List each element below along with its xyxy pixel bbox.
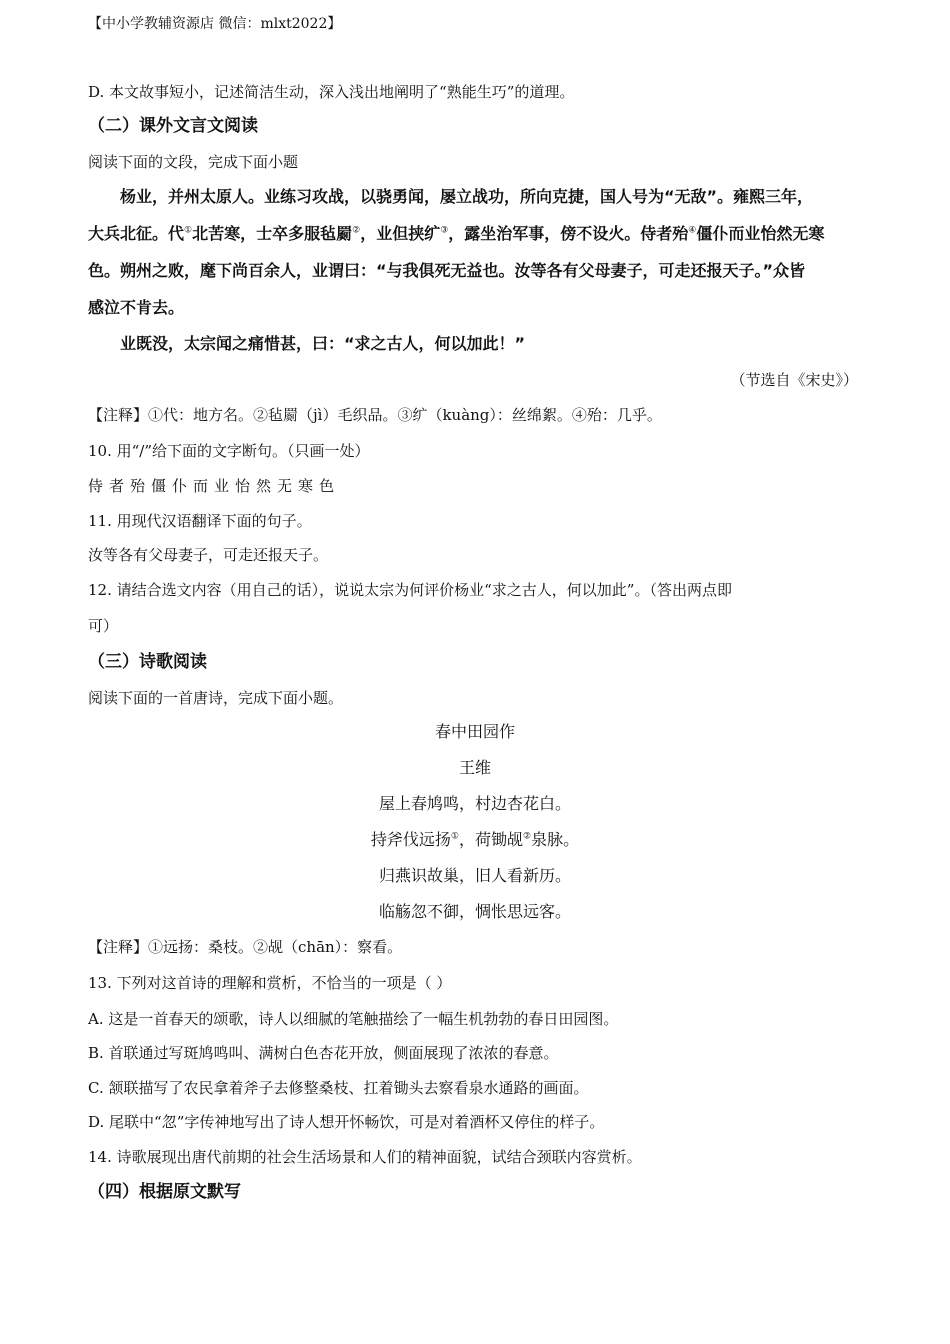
note-mark-1: ①: [184, 225, 193, 236]
poem-note-mark-1: ①: [450, 831, 459, 842]
question-13-option-b: B. 首联通过写斑鸠鸣叫、满树白色杏花开放，侧面展现了浓浓的春意。: [88, 1044, 559, 1062]
question-12-line-1: 12. 请结合选文内容（用自己的话），说说太宗为何评价杨业“求之古人，何以加此”。（答出两点即: [88, 581, 732, 599]
header-watermark: 【中小学教辅资源店 微信：mlxt2022】: [88, 16, 342, 32]
note-mark-4: ④: [688, 225, 697, 236]
poem-author: 王维: [458, 758, 491, 777]
poem-title: 春中田园作: [434, 722, 515, 741]
passage-line-1: 杨业，并州太原人。业练习攻战，以骁勇闻，屡立战功，所向克捷，国人号为“无敌”。雍熙三年，: [120, 187, 814, 206]
section-2-title: （二）课外文言文阅读: [88, 116, 258, 136]
poem-line-2: 持斧伐远扬①，荷锄觇②泉脉。: [370, 830, 580, 849]
section-3-title: （三）诗歌阅读: [88, 652, 207, 672]
note-mark-3: ③: [440, 225, 449, 236]
poem-line-1: 屋上春鸠鸣，村边杏花白。: [378, 794, 571, 813]
poem-line-4: 临觞忽不御，惆怅思远客。: [378, 902, 571, 921]
passage-line-4: 感泣不肯去。: [88, 298, 185, 317]
question-13-option-d: D. 尾联中“忽”字传神地写出了诗人想开怀畅饮，可是对着酒杯又停住的样子。: [88, 1113, 605, 1131]
passage-line-3: 色。朔州之败，麾下尚百余人，业谓曰：“与我俱死无益也。汝等各有父母妻子，可走还报天子。”众皆: [88, 261, 806, 280]
question-10: 10. 用“/”给下面的文字断句。（只画一处）: [88, 442, 370, 460]
poem-line-3: 归燕识故巢，旧人看新历。: [378, 866, 571, 885]
question-14: 14. 诗歌展现出唐代前期的社会生活场景和人们的精神面貌，试结合颈联内容赏析。: [88, 1148, 642, 1166]
section-2-intro: 阅读下面的文段，完成下面小题: [88, 153, 299, 171]
passage-line-2: 大兵北征。代①北苦寒，士卒多服毡罽②，业但挟纩③，露坐治军事，傍不设火。侍者殆④僵仆而业怡然无寒: [88, 224, 825, 243]
poem-notes: 【注释】①远扬：桑枝。②觇（chān）：察看。: [88, 938, 403, 956]
question-11-text: 汝等各有父母妻子，可走还报天子。: [88, 546, 329, 564]
question-11: 11. 用现代汉语翻译下面的句子。: [88, 512, 312, 530]
passage-line-5: 业既没，太宗闻之痛惜甚，曰：“求之古人，何以加此！”: [120, 334, 526, 353]
poem-note-mark-2: ②: [523, 831, 532, 842]
question-13-option-a: A. 这是一首春天的颂歌，诗人以细腻的笔触描绘了一幅生机勃勃的春日田园图。: [88, 1010, 619, 1028]
section-3-intro: 阅读下面的一首唐诗，完成下面小题。: [88, 689, 344, 707]
question-13: 13. 下列对这首诗的理解和赏析，不恰当的一项是（ ）: [88, 974, 452, 992]
passage-source: （节选自《宋史》）: [730, 371, 858, 389]
question-10-text: 侍者殆僵仆而业怡然无寒色: [88, 477, 341, 495]
passage-notes: 【注释】①代：地方名。②毡罽（jì）毛织品。③纩（kuàng）：丝绵絮。④殆：几乎。: [88, 406, 662, 424]
option-d-previous: D. 本文故事短小，记述简洁生动，深入浅出地阐明了“熟能生巧”的道理。: [88, 83, 575, 101]
note-mark-2: ②: [352, 225, 361, 236]
question-12-line-2: 可）: [88, 617, 119, 635]
section-4-title: （四）根据原文默写: [88, 1182, 241, 1202]
question-13-option-c: C. 颔联描写了农民拿着斧子去修整桑枝、扛着锄头去察看泉水通路的画面。: [88, 1079, 589, 1097]
